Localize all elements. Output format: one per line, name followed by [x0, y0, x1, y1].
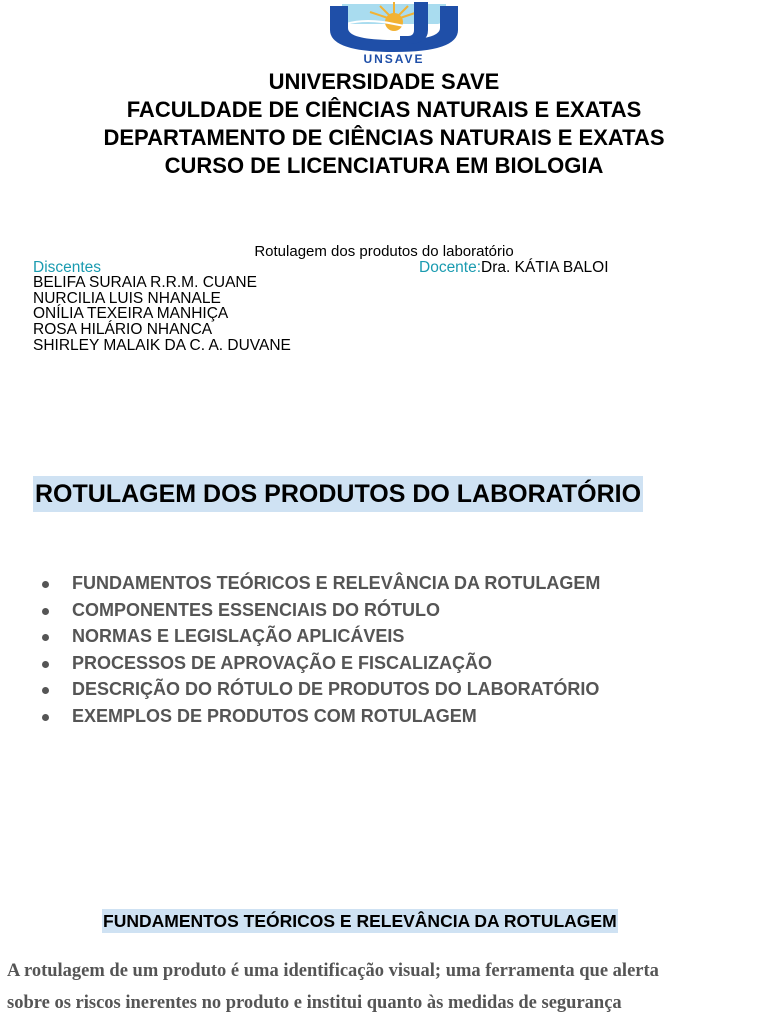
university-header [0, 68, 768, 180]
toc-item [40, 650, 600, 677]
document-subtitle: Rotulagem dos produtos do laboratório [254, 243, 514, 260]
table-of-contents [40, 570, 600, 730]
toc-item-label: FUNDAMENTOS TEÓRICOS E RELEVÂNCIA DA ROTULAGEM [72, 573, 601, 593]
bullet-icon [42, 714, 49, 721]
bullet-icon [42, 687, 49, 694]
toc-item [40, 676, 600, 703]
toc-item [40, 623, 600, 650]
student-name: ROSA HILÁRIO NHANCA [33, 321, 213, 339]
toc-item-label: DESCRIÇÃO DO RÓTULO DE PRODUTOS DO LABORATÓRIO [72, 679, 600, 700]
toc-item-label: COMPONENTES ESSENCIAIS DO RÓTULO [72, 599, 441, 620]
main-title: ROTULAGEM DOS PRODUTOS DO LABORATÓRIO [33, 476, 643, 512]
discentes-label: Discentes [33, 259, 102, 276]
student-name: BELIFA SURAIA R.R.M. CUANE [33, 274, 257, 291]
student-name: ONÍLIA TEXEIRA MANHIÇA [33, 305, 229, 323]
body-line: A rotulagem de um produto é uma identificação visual; uma ferramenta que alerta [7, 961, 659, 981]
student-name: SHIRLEY MALAIK DA C. A. DUVANE [33, 336, 291, 354]
student-list [33, 275, 291, 354]
bullet-icon [42, 661, 49, 668]
bullet-icon [42, 581, 49, 588]
section-body [7, 955, 767, 1019]
toc-item-label: PROCESSOS DE APROVAÇÃO E FISCALIZAÇÃO [72, 652, 493, 673]
bullet-icon [42, 634, 49, 641]
toc-item [40, 703, 600, 730]
section-heading: FUNDAMENTOS TEÓRICOS E RELEVÂNCIA DA ROTULAGEM [103, 911, 617, 931]
faculty-name: FACULDADE DE CIÊNCIAS NATURAIS E EXATAS [126, 97, 642, 122]
docente-name: Dra. KÁTIA BALOI [481, 259, 609, 276]
course-name: CURSO DE LICENCIATURA EM BIOLOGIA [164, 153, 604, 178]
docente-label: Docente: [419, 259, 482, 276]
toc-item-label: NORMAS E LEGISLAÇÃO APLICÁVEIS [72, 626, 405, 647]
university-logo [296, 0, 492, 66]
docente-line [419, 259, 609, 276]
student-name: NURCILIA LUIS NHANALE [33, 289, 221, 307]
toc-item [40, 597, 600, 624]
department-name: DEPARTAMENTO DE CIÊNCIAS NATURAIS E EXATAS [103, 125, 665, 150]
unsave-logo-icon [296, 0, 492, 66]
university-name: UNIVERSIDADE SAVE [268, 69, 500, 94]
toc-item-label: EXEMPLOS DE PRODUTOS COM ROTULAGEM [72, 705, 477, 726]
bullet-icon [42, 608, 49, 615]
body-line: sobre os riscos inerentes no produto e institui quanto às medidas de segurança [7, 993, 622, 1013]
logo-text: UNSAVE [363, 52, 425, 66]
toc-item [40, 570, 600, 597]
